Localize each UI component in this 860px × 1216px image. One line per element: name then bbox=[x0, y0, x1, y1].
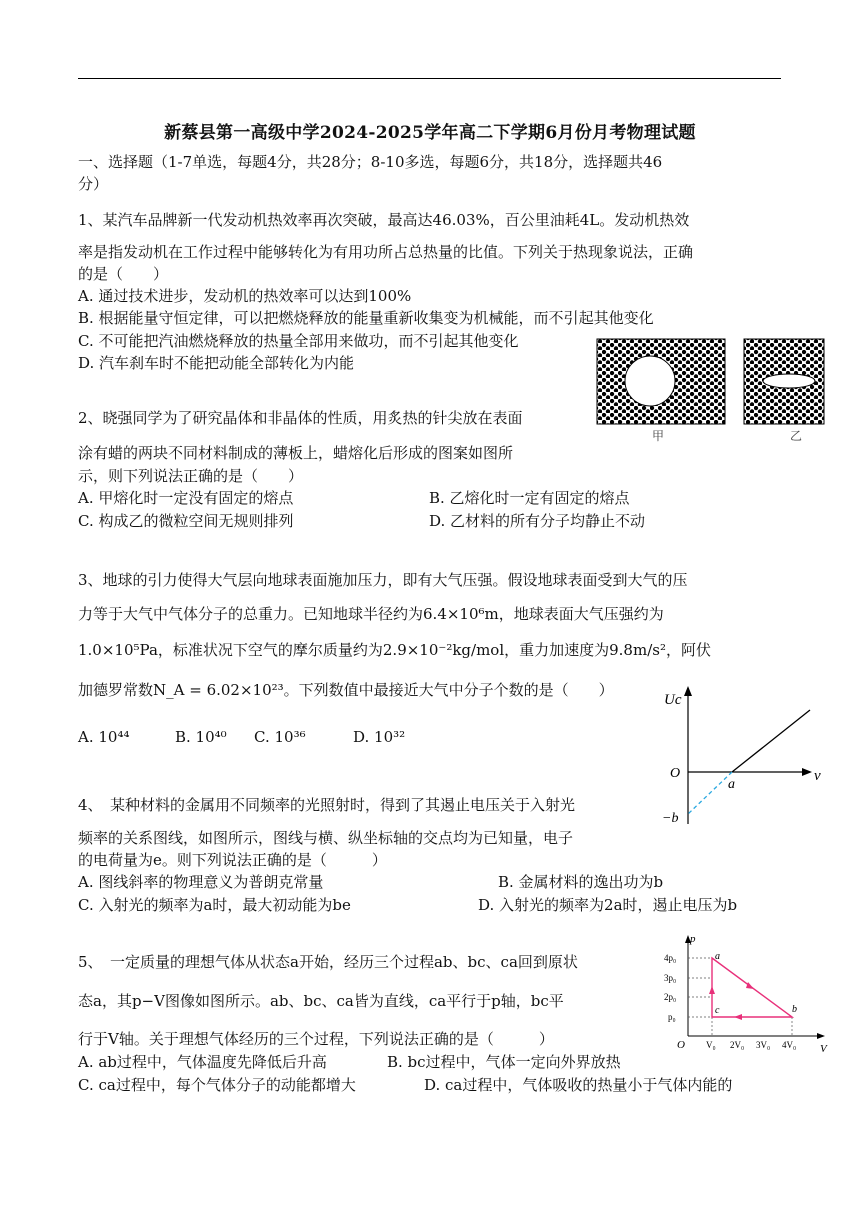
section-heading: 一、选择题（1-7单选，每题4分，共28分；8-10多选，每题6分，共18分，选择题共46 bbox=[78, 153, 663, 171]
q3-option-c: C. 10³⁶ bbox=[254, 728, 306, 746]
q4-stem: 频率的关系图线，如图所示，图线与横、纵坐标轴的交点均为已知量，电子 bbox=[78, 829, 574, 847]
q2-option-c: C. 构成乙的微粒空间无规则排列 bbox=[78, 512, 294, 530]
q3-stem: 3、地球的引力使得大气层向地球表面施加压力，即有大气压强。假设地球表面受到大气的压 bbox=[78, 571, 688, 589]
graph-x-label: ν bbox=[814, 768, 821, 784]
q5-option-b: B. bc过程中，气体一定向外界放热 bbox=[387, 1053, 621, 1071]
q1-option-a: A. 通过技术进步，发动机的热效率可以达到100% bbox=[78, 287, 412, 305]
q4-option-c: C. 入射光的频率为a时，最大初动能为be bbox=[78, 896, 351, 914]
svg-text:O: O bbox=[677, 1039, 685, 1051]
svg-text:p₀: p₀ bbox=[668, 1012, 676, 1022]
q5-stem: 行于V轴。关于理想气体经历的三个过程，下列说法正确的是（ ） bbox=[78, 1030, 554, 1048]
q1-option-b: B. 根据能量守恒定律，可以把燃烧释放的能量重新收集变为机械能，而不引起其他变化 bbox=[78, 309, 654, 327]
svg-text:b: b bbox=[792, 1004, 797, 1015]
q1-stem: 1、某汽车品牌新一代发动机热效率再次突破，最高达46.03%，百公里油耗4L。发动机热效 bbox=[78, 211, 690, 229]
pv-graph bbox=[662, 932, 832, 1058]
q5-option-a: A. ab过程中，气体温度先降低后升高 bbox=[78, 1053, 327, 1071]
graph-y-label: Uc bbox=[664, 692, 682, 708]
q2-option-d: D. 乙材料的所有分子均静止不动 bbox=[429, 512, 646, 530]
q3-option-a: A. 10⁴⁴ bbox=[78, 728, 130, 746]
q3-stem: 1.0×10⁵Pa，标准状况下空气的摩尔质量约为2.9×10⁻²kg/mol，重力加速度为9.8m/s²，阿伏 bbox=[78, 641, 711, 659]
svg-text:3p₀: 3p₀ bbox=[664, 973, 677, 983]
svg-text:c: c bbox=[715, 1005, 720, 1016]
q2-stem: 涂有蜡的两块不同材料制成的薄板上，蜡熔化后形成的图案如图所 bbox=[78, 444, 514, 462]
q2-stem: 2、晓强同学为了研究晶体和非晶体的性质，用炙热的针尖放在表面 bbox=[78, 409, 523, 427]
q4-option-d: D. 入射光的频率为2a时，遏止电压为b bbox=[478, 896, 738, 914]
wax-label-right: 乙 bbox=[790, 429, 803, 443]
q3-stem: 力等于大气中气体分子的总重力。已知地球半径约为6.4×10⁶m，地球表面大气压强约为 bbox=[78, 605, 664, 623]
q1-stem: 率是指发动机在工作过程中能够转化为有用功所占总热量的比值。下列关于热现象说法，正确 bbox=[78, 243, 694, 261]
q3-option-b: B. 10⁴⁰ bbox=[175, 728, 227, 746]
q1-option-c: C. 不可能把汽油燃烧释放的热量全部用来做功，而不引起其他变化 bbox=[78, 332, 519, 350]
q5-option-d: D. ca过程中，气体吸收的热量小于气体内能的 bbox=[424, 1076, 733, 1094]
svg-text:p: p bbox=[690, 933, 696, 945]
header-rule bbox=[78, 78, 781, 79]
graph-line bbox=[732, 710, 810, 772]
q2-stem: 示，则下列说法正确的是（ ） bbox=[78, 467, 304, 485]
q4-option-a: A. 图线斜率的物理意义为普朗克常量 bbox=[78, 873, 324, 891]
wax-plate-right bbox=[744, 339, 824, 424]
svg-text:a: a bbox=[715, 951, 720, 962]
q2-option-b: B. 乙熔化时一定有固定的熔点 bbox=[429, 489, 630, 507]
wax-plate-left bbox=[597, 339, 725, 424]
page-title: 新蔡县第一高级中学2024-2025学年高二下学期6月份月考物理试题 bbox=[164, 123, 696, 143]
q5-stem: 态a，其p−V图像如图所示。ab、bc、ca皆为直线，ca平行于p轴，bc平 bbox=[78, 992, 564, 1010]
wax-figure bbox=[594, 336, 826, 446]
q3-stem: 加德罗常数N_A = 6.02×10²³。下列数值中最接近大气中分子个数的是（ ） bbox=[78, 681, 614, 699]
q1-option-d: D. 汽车刹车时不能把动能全部转化为内能 bbox=[78, 354, 355, 372]
svg-text:4V₀: 4V₀ bbox=[782, 1040, 797, 1050]
graph-b-label: −b bbox=[662, 811, 679, 826]
q5-option-c: C. ca过程中，每个气体分子的动能都增大 bbox=[78, 1076, 356, 1094]
q2-option-a: A. 甲熔化时一定没有固定的熔点 bbox=[78, 489, 294, 507]
svg-text:4p₀: 4p₀ bbox=[664, 953, 677, 963]
svg-text:3V₀: 3V₀ bbox=[756, 1040, 771, 1050]
q4-stem: 的电荷量为e。则下列说法正确的是（ ） bbox=[78, 851, 387, 869]
svg-text:V₀: V₀ bbox=[706, 1040, 716, 1050]
wax-label-left: 甲 bbox=[652, 429, 665, 443]
graph-extension-dashed bbox=[688, 772, 732, 814]
q4-option-b: B. 金属材料的逸出功为b bbox=[498, 873, 664, 891]
section-heading-cont: 分） bbox=[78, 175, 109, 193]
stopping-voltage-graph bbox=[660, 684, 826, 834]
q3-option-d: D. 10³² bbox=[353, 728, 406, 746]
svg-text:2p₀: 2p₀ bbox=[664, 992, 677, 1002]
q5-stem: 5、 一定质量的理想气体从状态a开始，经历三个过程ab、bc、ca回到原状 bbox=[78, 953, 578, 971]
graph-origin-label: O bbox=[670, 766, 681, 781]
svg-text:2V₀: 2V₀ bbox=[730, 1040, 745, 1050]
q4-stem: 4、 某种材料的金属用不同频率的光照射时，得到了其遏止电压关于入射光 bbox=[78, 796, 576, 814]
graph-a-label: a bbox=[728, 777, 735, 792]
svg-text:V: V bbox=[820, 1043, 827, 1055]
q1-stem: 的是（ ） bbox=[78, 265, 169, 283]
